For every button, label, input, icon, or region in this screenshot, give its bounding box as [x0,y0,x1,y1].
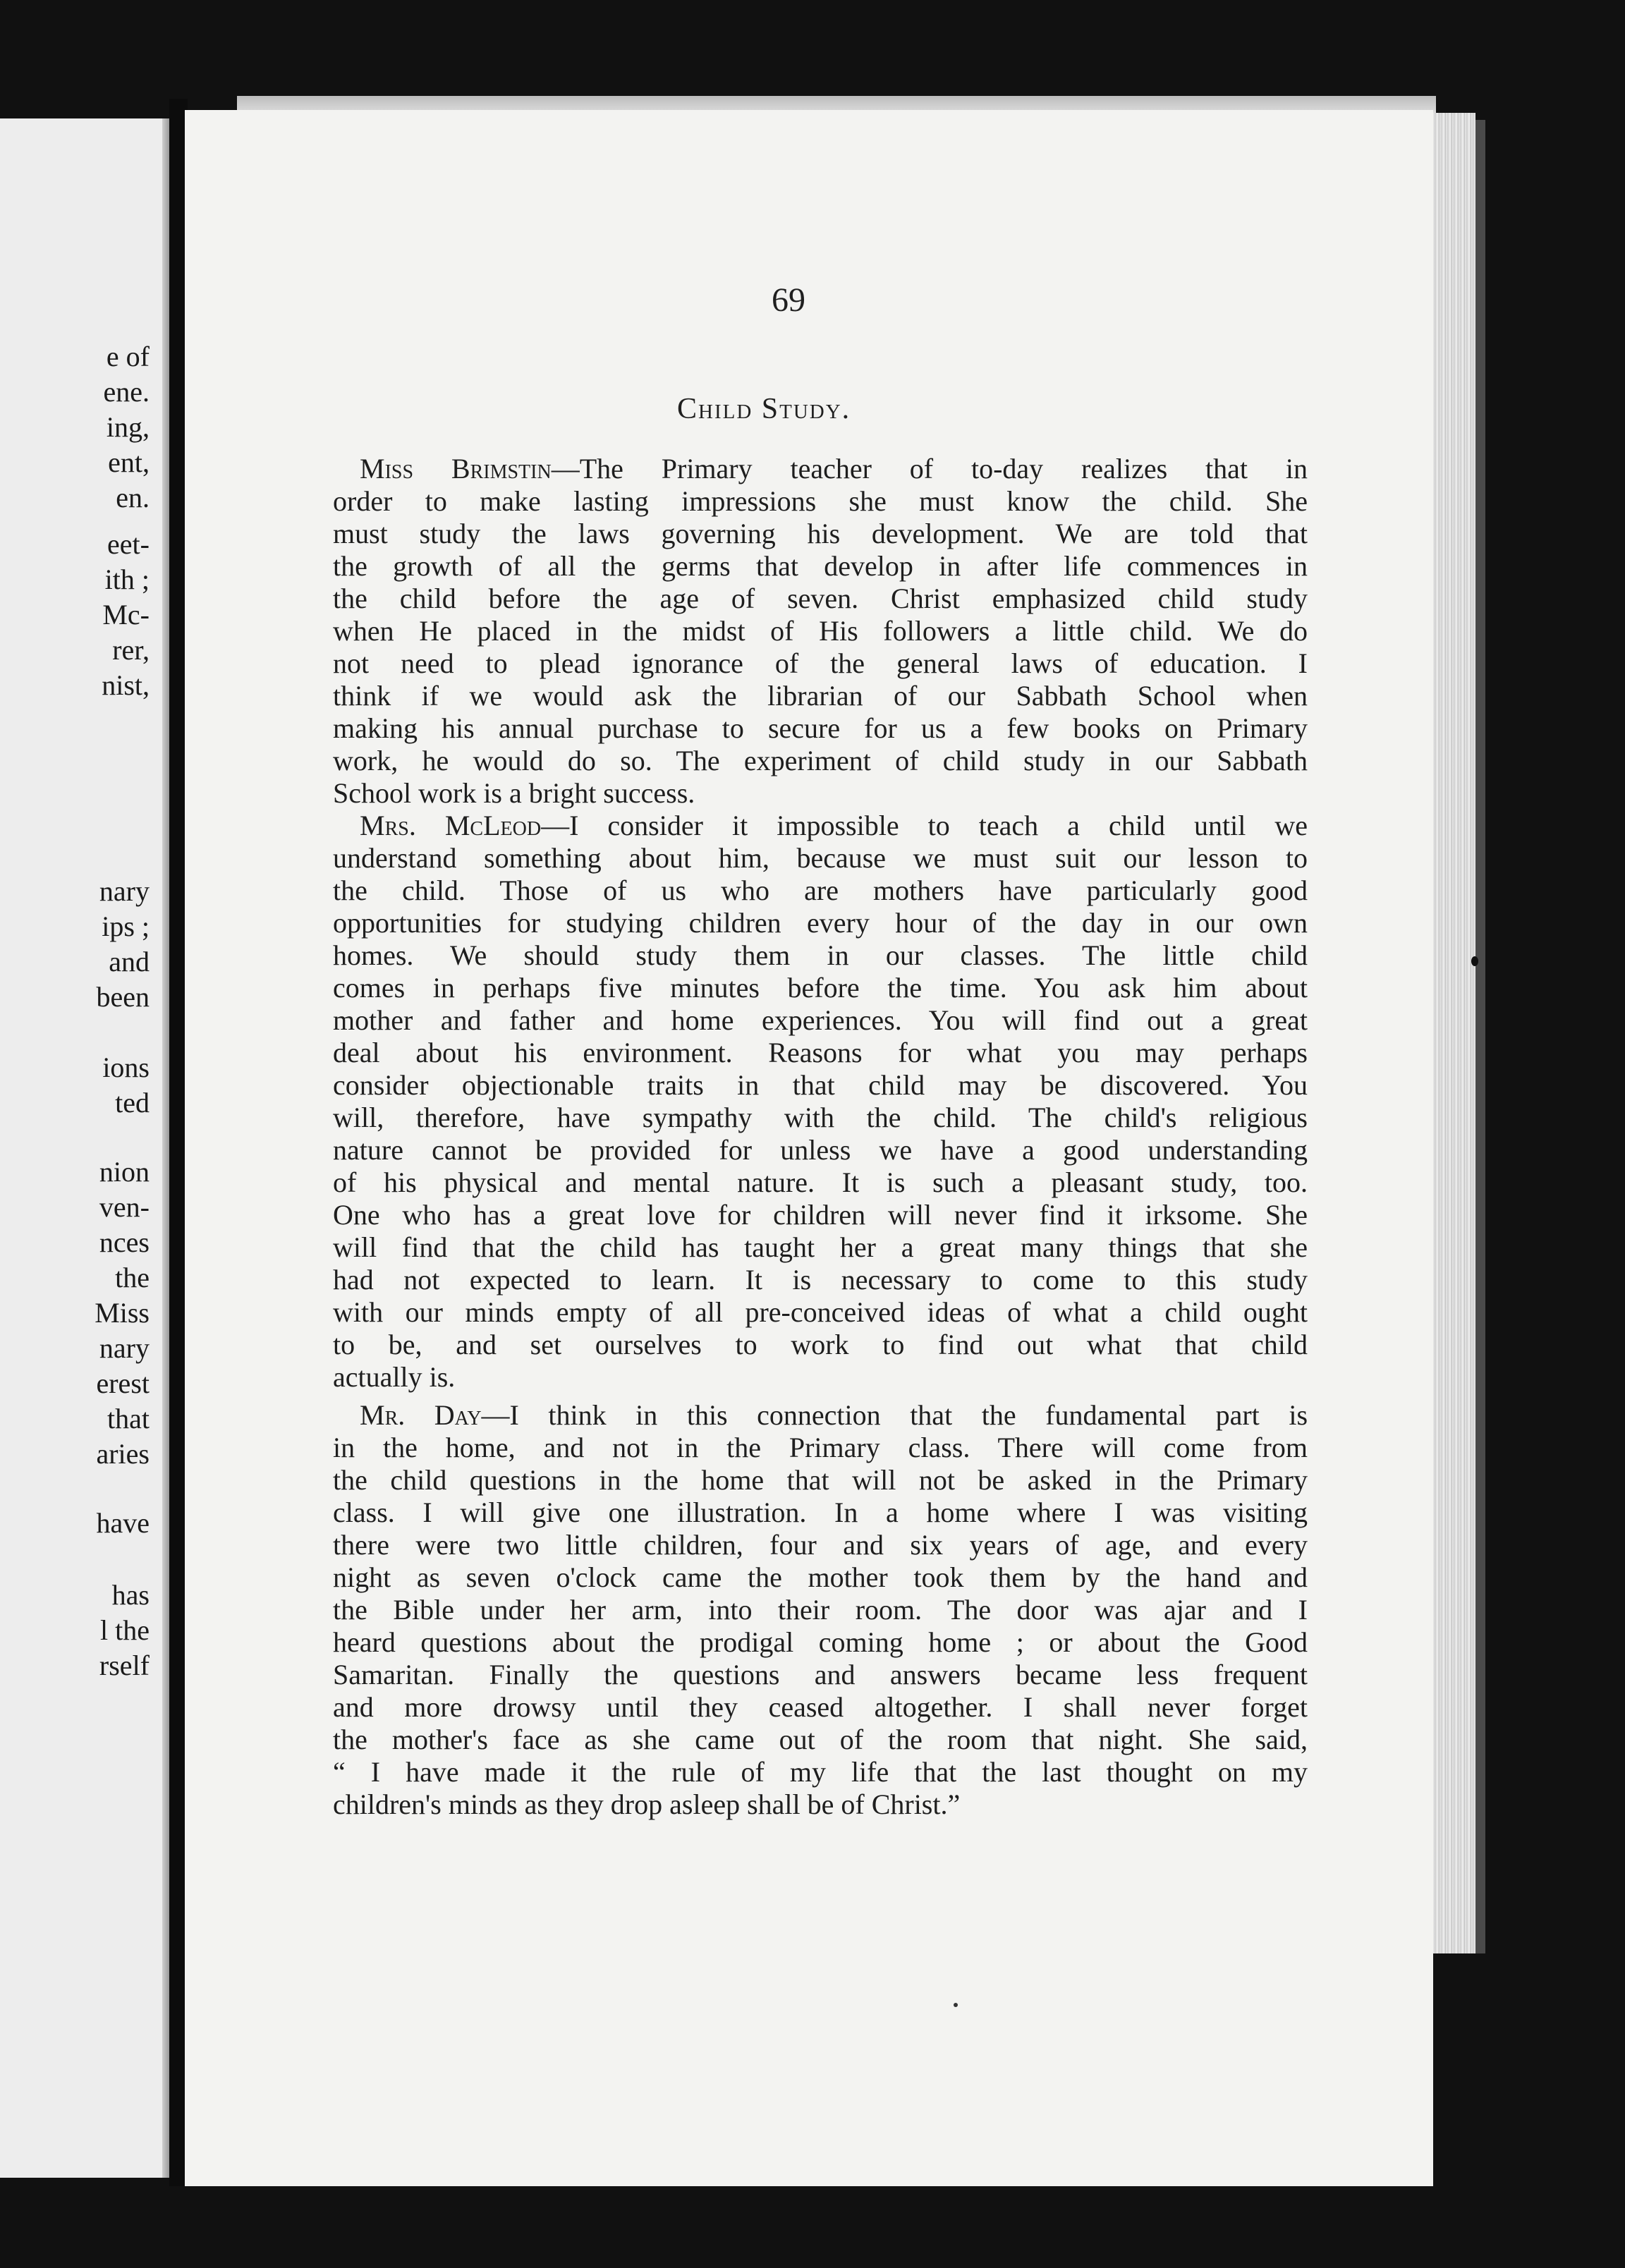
left-fragment: ions [102,1051,150,1083]
text-line: the child. Those of us who are mothers have particularly good [333,874,1308,906]
speaker-name: Mrs. McLeod [360,810,542,841]
left-fragment: nary [99,875,150,907]
text-line: “ I have made it the rule of my life that the last thought on my [333,1756,1308,1788]
text-line: had not expected to learn. It is necessary to come to this study [333,1264,1308,1295]
text-line [333,453,1308,485]
text-line: comes in perhaps five minutes before the time. You ask him about [333,972,1308,1004]
left-fragment: ing, [106,411,150,443]
text-line: homes. We should study them in our classes. The little child [333,939,1308,971]
text-line: children's minds as they drop asleep shall be of Christ.” [333,1788,961,1820]
text-line: the growth of all the germs that develop in after life commences in [333,550,1308,582]
text-line: and more drowsy until they ceased altogether. I shall never forget [333,1691,1308,1723]
text-line: making his annual purchase to secure for us a few books on Primary [333,712,1308,744]
left-fragment: has [111,1579,150,1611]
text-line: will, therefore, have sympathy with the child. The child's religious [333,1102,1308,1133]
left-page-edge [162,118,169,2178]
text-line: actually is. [333,1361,456,1393]
line-text: —I think in this connection that the fundamental part is [481,1399,1308,1431]
speaker-name: Miss Brimstin [360,453,552,484]
text-line: the Bible under her arm, into their room. The door was ajar and I [333,1594,1308,1626]
text-line: must study the laws governing his development. We are told that [333,518,1308,549]
ink-speck [954,2003,958,2007]
text-line [333,1399,1308,1432]
text-line: consider objectionable traits in that child may be discovered. You [333,1069,1308,1101]
left-fragment: aries [96,1438,150,1470]
left-fragment: nces [99,1226,150,1258]
left-fragment: the [115,1262,150,1293]
page-edge-shadow [1475,120,1485,1953]
text-line: order to make lasting impressions she must know the child. She [333,485,1308,517]
text-line: work, he would do so. The experiment of child study in our Sabbath [333,745,1308,776]
text-line: with our minds empty of all pre-conceived ideas of what a child ought [333,1296,1308,1328]
text-line: not need to plead ignorance of the general laws of education. I [333,647,1308,679]
left-fragment: been [96,981,150,1013]
text-line: to be, and set ourselves to work to find out what that child [333,1329,1308,1360]
left-fragment: rer, [112,634,150,666]
left-fragment: ips ; [102,910,150,942]
speaker-name: Mr. Day [360,1399,482,1431]
page-stack-edge [1433,113,1475,1953]
left-fragment: have [96,1507,150,1539]
text-line: deal about his environment. Reasons for what you may perhaps [333,1037,1308,1068]
left-fragment: that [107,1403,150,1434]
left-fragment: nary [99,1332,150,1364]
left-fragment: ene. [103,376,150,408]
text-line: School work is a bright success. [333,777,695,809]
left-fragment: Mc- [102,599,150,630]
text-line: when He placed in the midst of His followers a little child. We do [333,615,1308,647]
left-fragment: erest [96,1367,150,1399]
text-line: mother and father and home experiences. You will find out a great [333,1004,1308,1036]
left-fragment: and [109,946,150,977]
left-fragment: l the [100,1614,150,1646]
left-fragment: ith ; [104,563,150,595]
text-line: the child before the age of seven. Christ emphasized child study [333,583,1308,614]
left-fragment: Miss [95,1297,150,1329]
text-line: of his physical and mental nature. It is such a pleasant study, too. [333,1166,1308,1198]
line-text: —The Primary teacher of to-day realizes that in [551,453,1308,484]
text-line: in the home, and not in the Primary class. There will come from [333,1432,1308,1463]
left-fragment: rself [99,1650,150,1681]
text-line: think if we would ask the librarian of our Sabbath School when [333,680,1308,712]
text-line: One who has a great love for children will never find it irksome. She [333,1199,1308,1231]
text-line: opportunities for studying children every hour of the day in our own [333,907,1308,939]
page-number: 69 [772,281,805,319]
left-fragment: ent, [108,446,150,478]
text-line: the mother's face as she came out of the room that night. She said, [333,1724,1308,1755]
text-line: night as seven o'clock came the mother took them by the hand and [333,1561,1308,1593]
left-fragment: ven- [99,1191,150,1223]
left-fragment: ted [115,1087,150,1118]
left-fragment: eet- [107,528,150,560]
left-fragment: nist, [102,669,150,701]
text-line: heard questions about the prodigal coming home ; or about the Good [333,1626,1308,1658]
text-line: there were two little children, four and six years of age, and every [333,1529,1308,1561]
text-line: understand something about him, because we must suit our lesson to [333,842,1308,874]
text-line: Samaritan. Finally the questions and answers became less frequent [333,1659,1308,1690]
left-facing-page [0,118,169,2178]
left-fragment: en. [116,482,150,513]
section-heading: Child Study. [677,393,851,425]
binding-mark [1471,956,1478,966]
text-line [333,810,1308,842]
line-text: —I consider it impossible to teach a child until we [541,810,1308,841]
text-line: nature cannot be provided for unless we have a good understanding [333,1134,1308,1166]
left-fragment: e of [106,341,150,372]
text-line: will find that the child has taught her a great many things that she [333,1231,1308,1263]
text-line: the child questions in the home that will not be asked in the Primary [333,1464,1308,1496]
text-line: class. I will give one illustration. In a home where I was visiting [333,1496,1308,1528]
left-fragment: nion [99,1156,150,1188]
